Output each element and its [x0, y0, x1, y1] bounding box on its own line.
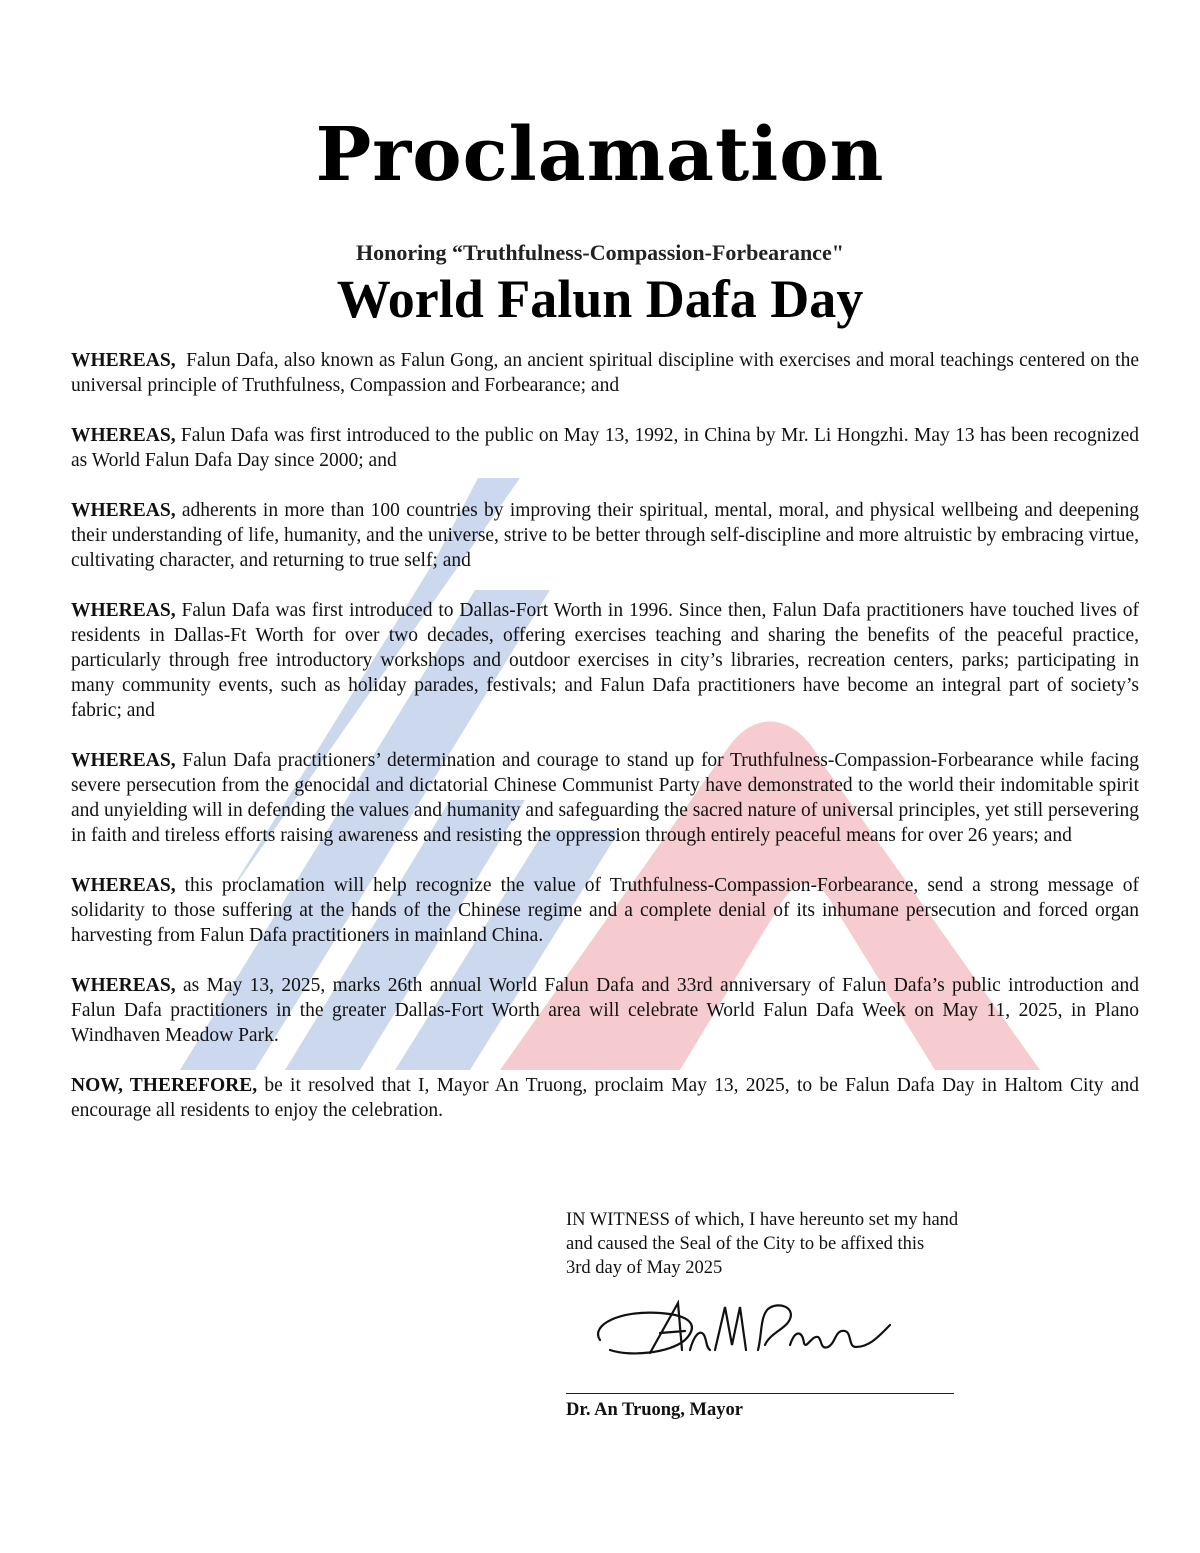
page-heading: World Falun Dafa Day — [336, 269, 864, 329]
witness-line-1: IN WITNESS of which, I have hereunto set my hand — [566, 1210, 959, 1230]
paragraph-text: Falun Dafa was first introduced to Dallas-Fort Worth in 1996. Since then, Falun Dafa practitioners have touched lives of residents in Dallas-Ft Worth for over two decades, offering exercises teaching and sharing the benefits of the peaceful practice, particularly through free introductory workshops and outdoor exercises in city’s libraries, recreation centers, parks; participating in many community events, such as holiday parades, festivals; and Falun Dafa practitioners have become an integral part of society’s fabric; and — [71, 600, 1139, 721]
signer-name: Dr. An Truong, Mayor — [566, 1400, 743, 1420]
signature-line — [566, 1393, 954, 1394]
paragraph-keyword: WHEREAS, — [71, 425, 176, 446]
signature-stroke-t — [758, 1305, 791, 1350]
paragraph-keyword: WHEREAS, — [71, 350, 176, 371]
signature-stroke-ruong — [790, 1325, 890, 1348]
paragraph-1 — [71, 348, 1144, 398]
witness-line-2: and caused the Seal of the City to be affixed this — [566, 1234, 925, 1254]
paragraph-keyword: WHEREAS, — [71, 975, 176, 996]
paragraph-text: as May 13, 2025, marks 26th annual World Falun Dafa and 33rd anniversary of Falun Dafa’s public introduction and Falun Dafa practitioners in the greater Dallas-Fort Worth area will celebrate World Falun Dafa Week on May 11, 2025, in Plano Windhaven Meadow Park. — [71, 975, 1139, 1046]
signature-stroke-a — [650, 1303, 685, 1353]
paragraph-keyword: WHEREAS, — [71, 750, 176, 771]
witness-block — [566, 1208, 1126, 1280]
paragraph-text: this proclamation will help recognize the value of Truthfulness-Compassion-Forbearance, send a strong message of solidarity to those suffering at the hands of the Chinese regime and a complete denial of its inhumane persecution and forced organ harvesting from Falun Dafa practitioners in mainland China. — [71, 875, 1139, 946]
proclamation-body — [71, 348, 1144, 1148]
paragraph-4 — [71, 598, 1139, 723]
paragraph-8 — [71, 1073, 1139, 1123]
paragraph-3 — [71, 498, 1139, 573]
paragraph-text: Falun Dafa, also known as Falun Gong, an ancient spiritual discipline with exercises and moral teachings centered on the universal principle of Truthfulness, Compassion and Forbearance; and — [71, 350, 1144, 396]
paragraph-2 — [71, 423, 1139, 473]
paragraph-text: Falun Dafa practitioners’ determination and courage to stand up for Truthfulness-Compassion-Forbearance while facing severe persecution from the genocidal and dictatorial Chinese Communist Party have demonstrated to the world their indomitable spirit and unyielding will in defending the values and humanity and safeguarding the sacred nature of universal principles, yet still persevering in faith and tireless efforts raising awareness and resisting the oppression through entirely peaceful means for over 26 years; and — [71, 750, 1139, 846]
paragraph-text: Falun Dafa was first introduced to the public on May 13, 1992, in China by Mr. Li Hongzhi. May 13 has been recognized as World Falun Dafa Day since 2000; and — [71, 425, 1139, 471]
paragraph-text: be it resolved that I, Mayor An Truong, proclaim May 13, 2025, to be Falun Dafa Day in Haltom City and encourage all residents to enjoy the celebration. — [71, 1075, 1139, 1121]
signature-stroke-m — [715, 1307, 746, 1350]
paragraph-7 — [71, 973, 1139, 1048]
paragraph-keyword: WHEREAS, — [71, 875, 176, 896]
paragraph-keyword: WHEREAS, — [71, 500, 176, 521]
paragraph-keyword: NOW, THEREFORE, — [71, 1075, 258, 1096]
mayor-signature — [590, 1295, 900, 1370]
paragraph-5 — [71, 748, 1139, 848]
signature-stroke-loop — [598, 1313, 692, 1354]
signature-stroke-n — [690, 1333, 710, 1350]
witness-line-3: 3rd day of May 2025 — [566, 1258, 723, 1278]
paragraph-6 — [71, 873, 1139, 948]
paragraph-text: adherents in more than 100 countries by improving their spiritual, mental, moral, and physical wellbeing and deepening their understanding of life, humanity, and the universe, strive to be better through self-discipline and more altruistic by embracing virtue, cultivating character, and returning to true self; and — [71, 500, 1139, 571]
page-subtitle: Honoring “Truthfulness-Compassion-Forbearance" — [356, 240, 844, 265]
page-title: Proclamation — [315, 112, 885, 198]
paragraph-keyword: WHEREAS, — [71, 600, 176, 621]
